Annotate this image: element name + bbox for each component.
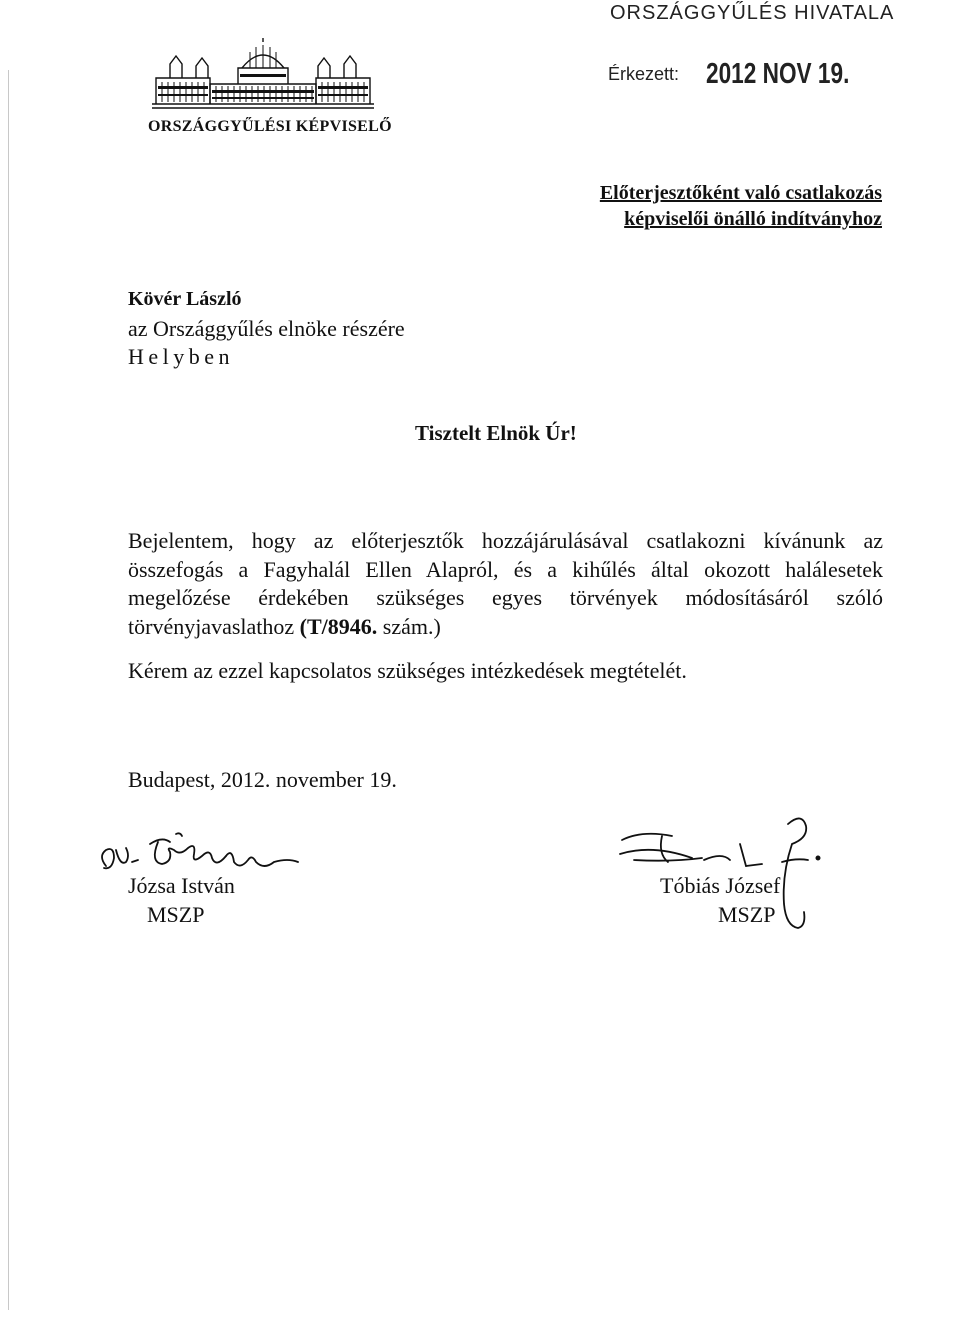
body-text: Bejelentem, hogy az előterjesztők hozzájárulásával csatlakozni kívánunk az összefogás a Fagyhalál Ellen Alapról, és a kihűlés által okozott halálesetek megelőzése érdekében szükséges egyes törvények módosításáról szóló törvényjavaslathoz <box>128 528 883 639</box>
bill-suffix: szám.) <box>377 613 441 639</box>
salutation: Tisztelt Elnök Úr! <box>415 421 577 445</box>
subject-line-1: Előterjesztőként való csatlakozás <box>599 182 882 204</box>
stamp-received-date: 2012 NOV 19. <box>706 58 850 90</box>
addressee-name: Kövér László <box>128 288 242 310</box>
signatory-1-party: MSZP <box>147 902 205 927</box>
signatory-2-party: MSZP <box>718 902 776 927</box>
subject-line-2: képviselői önálló indítványhoz <box>624 208 882 230</box>
parliament-building-icon <box>150 38 376 110</box>
addressee-place: Helyben <box>128 344 235 369</box>
date-line: Budapest, 2012. november 19. <box>128 767 397 792</box>
scan-margin-line <box>8 70 9 1310</box>
addressee-role: az Országgyűlés elnöke részére <box>128 316 405 341</box>
bill-number: (T/8946. <box>299 613 378 639</box>
body-paragraph <box>128 527 883 641</box>
signatory-1-name: Józsa István <box>128 873 235 898</box>
stamp-header: ORSZÁGGYŰLÉS HIVATALA <box>610 2 895 24</box>
organization-title: ORSZÁGGYŰLÉSI KÉPVISELŐ <box>148 118 392 135</box>
signatory-2-name: Tóbiás József <box>660 873 781 898</box>
request-sentence: Kérem az ezzel kapcsolatos szükséges intézkedések megtételét. <box>128 658 687 683</box>
stamp-received-label: Érkezett: <box>608 64 680 84</box>
